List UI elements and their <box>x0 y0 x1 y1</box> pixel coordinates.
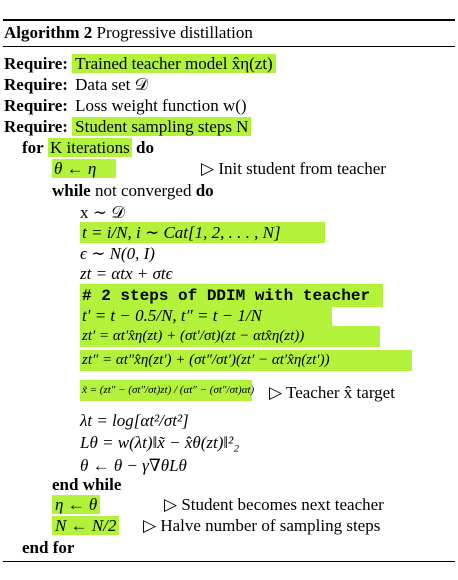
require-keyword: Require: <box>4 54 68 73</box>
lambda-definition: λt = log[αt²/σt²] <box>80 411 189 430</box>
require-loss-weight: Loss weight function w() <box>75 96 247 115</box>
loss-definition: Lθ = w(λt)‖x̃ − x̂θ(zt)‖²₂ <box>80 433 240 452</box>
require-keyword: Require: <box>4 75 68 94</box>
t-sampling: t = i/N, i ∼ Cat[1, 2, . . . , N] <box>80 222 325 243</box>
n-update <box>52 515 119 536</box>
n-comment: ▷ Halve number of sampling steps <box>143 516 381 535</box>
for-line <box>22 137 154 158</box>
init-statement <box>52 158 116 179</box>
zt-prime-update: zt′ = αt′x̂η(zt) + (σt′/σt)(zt − αtx̂η(zt)) <box>80 326 380 347</box>
init-comment: ▷ Init student from teacher <box>201 159 386 178</box>
do-keyword: do <box>136 138 154 157</box>
algorithm-title: Progressive distillation <box>96 23 253 42</box>
end-while: end while <box>52 475 122 494</box>
while-do-keyword: do <box>195 181 214 200</box>
while-condition: not converged <box>94 181 192 200</box>
require-line-3 <box>4 95 250 116</box>
require-line-4 <box>4 116 251 137</box>
eps-sampling: ϵ ∼ N(0, I) <box>80 244 155 263</box>
sample-x: x ∼ 𝒟 <box>80 203 125 222</box>
ddim-comment <box>80 284 383 307</box>
n-update-text: N ← N/2 <box>52 516 119 535</box>
algorithm-number: Algorithm 2 <box>4 23 93 42</box>
init-statement-text: θ ← η <box>52 159 116 178</box>
top-rule <box>3 19 455 21</box>
bottom-rule <box>3 561 455 562</box>
end-for: end for <box>22 538 75 557</box>
require-sampling-steps: Student sampling steps N <box>72 117 251 136</box>
require-keyword: Require: <box>4 117 68 136</box>
eta-comment: ▷ Student becomes next teacher <box>164 495 384 514</box>
for-keyword: for <box>22 138 44 157</box>
zt-double-prime-update: zt″ = αt″x̂η(zt′) + (σt″/σt′)(zt′ − αt′x̂η(zt′)) <box>80 350 412 371</box>
while-line <box>52 180 214 201</box>
require-dataset: Data set 𝒟 <box>75 75 149 94</box>
theta-update: θ ← θ − γ∇θLθ <box>80 456 187 475</box>
require-line-2 <box>4 74 151 95</box>
for-iterations: K iterations <box>49 138 130 157</box>
teacher-target: x̃ = (zt″ − (σt″/σt)zt) / (αt″ − (σt″/σt)αt) <box>80 380 252 401</box>
zt-definition: zt = αtx + σtϵ <box>80 264 173 283</box>
teacher-target-comment: ▷ Teacher x̂ target <box>269 383 395 402</box>
eta-update-text: η ← θ <box>52 495 100 514</box>
tprime-definition: t′ = t − 0.5/N, t″ = t − 1/N <box>80 305 332 326</box>
caption-rule <box>3 46 455 47</box>
while-keyword: while <box>52 181 91 200</box>
ddim-comment-text: # 2 steps of DDIM with teacher <box>82 287 371 305</box>
eta-update <box>52 494 100 515</box>
require-teacher-model: Trained teacher model x̂η(zt) <box>72 54 276 73</box>
require-line-1 <box>4 53 276 74</box>
algorithm-caption <box>4 22 253 43</box>
require-keyword: Require: <box>4 96 68 115</box>
